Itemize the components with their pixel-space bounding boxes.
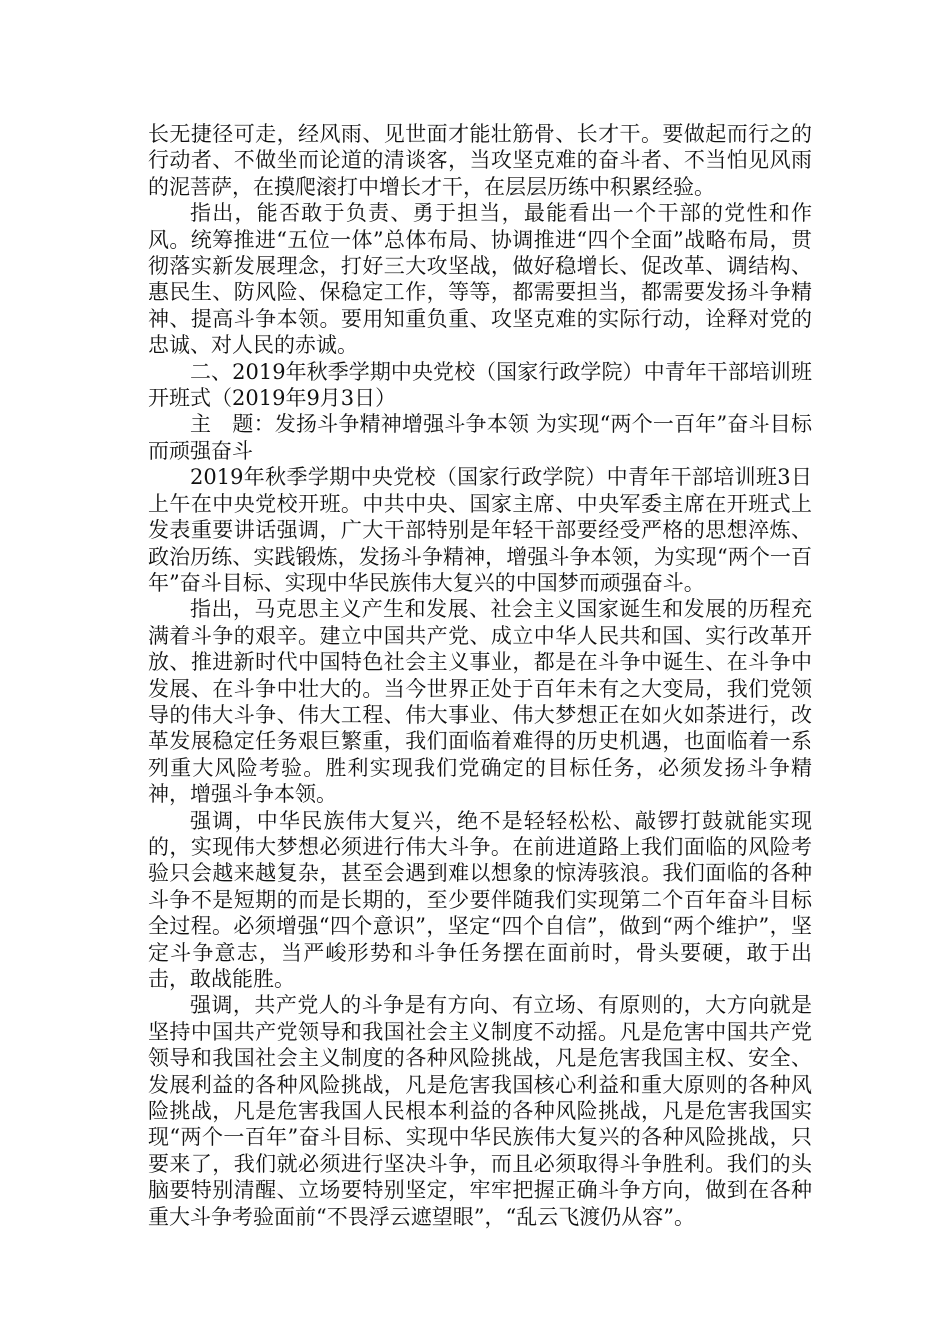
paragraph-opening-ceremony: 2019年秋季学期中央党校（国家行政学院）中青年干部培训班3日上午在中央党校开班。中共中央、国家主席、中央军委主席在开班式上发表重要讲话强调，广大干部特别是年轻干部要经受严格的思想淬炼、政治历练、实践锻炼，发扬斗争精神，增强斗争本领，为实现“两个一百年”奋斗目标、实现中华民族伟大复兴的中国梦而顽强奋斗。 <box>148 465 812 595</box>
paragraph-great-rejuvenation: 强调，中华民族伟大复兴，绝不是轻轻松松、敲锣打鼓就能实现的，实现伟大梦想必须进行伟大斗争。在前进道路上我们面临的风险考验只会越来越复杂，甚至会遇到难以想象的惊涛骇浪。我们面临的各种斗争不是短期的而是长期的，至少要伴随我们实现第二个百年奋斗目标全过程。必须增强“四个意识”，坚定“四个自信”，做到“两个维护”，坚定斗争意志，当严峻形势和斗争任务摆在面前时，骨头要硬，敢于出击，敢战能胜。 <box>148 808 812 991</box>
paragraph-struggle-direction: 强调，共产党人的斗争是有方向、有立场、有原则的，大方向就是坚持中国共产党领导和我国社会主义制度不动摇。凡是危害中国共产党领导和我国社会主义制度的各种风险挑战，凡是危害我国主权、安全、发展利益的各种风险挑战，凡是危害我国核心利益和重大原则的各种风险挑战，凡是危害我国人民根本利益的各种风险挑战，凡是危害我国实现“两个一百年”奋斗目标、实现中华民族伟大复兴的各种风险挑战，只要来了，我们就必须进行坚决斗争，而且必须取得斗争胜利。我们的头脑要特别清醒、立场要特别坚定，牢牢把握正确斗争方向，做到在各种重大斗争考验面前“不畏浮云遮望眼”，“乱云飞渡仍从容”。 <box>148 993 812 1229</box>
paragraph-history-of-struggle: 指出，马克思主义产生和发展、社会主义国家诞生和发展的历程充满着斗争的艰辛。建立中国共产党、成立中华人民共和国、实行改革开放、推进新时代中国特色社会主义事业，都是在斗争中诞生、在斗争中发展、在斗争中壮大的。当今世界正处于百年未有之大变局，我们党领导的伟大斗争、伟大工程、伟大事业、伟大梦想正在如火如荼进行，改革发展稳定任务艰巨繁重，我们面临着难得的历史机遇，也面临着一系列重大风险考验。胜利实现我们党确定的目标任务，必须发扬斗争精神，增强斗争本领。 <box>148 597 812 807</box>
section-theme: 主 题：发扬斗争精神增强斗争本领 为实现“两个一百年”奋斗目标而顽强奋斗 <box>148 412 812 463</box>
section-heading: 二、2019年秋季学期中央党校（国家行政学院）中青年干部培训班开班式（2019年9月3日） <box>148 359 812 411</box>
paragraph-responsibility: 指出，能否敢于负责、勇于担当，最能看出一个干部的党性和作风。统筹推进“五位一体”总体布局、协调推进“四个全面”战略布局，贯彻落实新发展理念，打好三大攻坚战，做好稳增长、促改革、调结构、惠民生、防风险、保稳定工作，等等，都需要担当，都需要发扬斗争精神、提高斗争本领。要用知重负重、攻坚克难的实际行动，诠释对党的忠诚、对人民的赤诚。 <box>148 201 812 358</box>
document-page <box>148 121 812 1230</box>
paragraph-continuation: 长无捷径可走，经风雨、见世面才能壮筋骨、长才干。要做起而行之的行动者、不做坐而论道的清谈客，当攻坚克难的奋斗者、不当怕见风雨的泥菩萨，在摸爬滚打中增长才干，在层层历练中积累经验。 <box>148 122 812 199</box>
